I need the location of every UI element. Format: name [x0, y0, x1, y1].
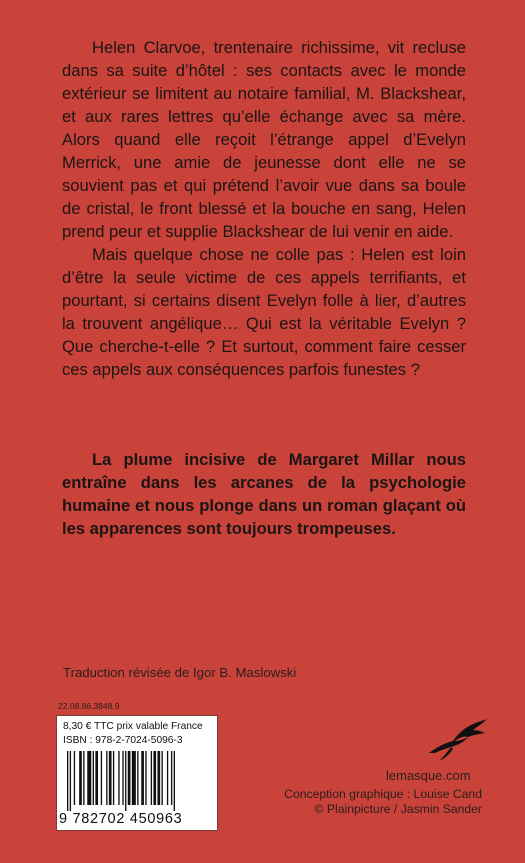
summary-paragraph-2: Mais quelque chose ne colle pas : Helen est loin d’être la seule victime de ces appels terrifiants, et pourtant, si certains disent Evelyn folle à lier, d’autres la trouvent angélique… Qui est la véritable Evelyn ? Que cherche-t-elle ? Et surtout, comment faire cesser ces appels aux conséquences parfois funestes ?: [62, 245, 466, 379]
translation-credit: Traduction révisée de Igor B. Maslowski: [63, 665, 297, 680]
credits: [284, 787, 482, 817]
barcode-panel: [56, 715, 218, 831]
design-credit: Conception graphique : Louise Cand: [284, 787, 482, 801]
product-code: 22.08.86.3848.9: [58, 701, 120, 711]
tagline: La plume incisive de Margaret Millar nous entraîne dans les arcanes de la psychologie humaine et nous plonge dans un roman glaçant où les apparences sont toujours trompeuses.: [62, 450, 466, 538]
isbn-label: ISBN : 978-2-7024-5096-3: [63, 735, 183, 746]
publisher-website: lemasque.com: [386, 768, 471, 783]
photo-credit: © Plainpicture / Jasmin Sander: [314, 802, 482, 816]
masked-bird-logo-icon: [427, 713, 489, 765]
summary-paragraph-1: Helen Clarvoe, trentenaire richissime, vit recluse dans sa suite d’hôtel : ses contacts avec le monde extérieur se limitent au notaire familial, M. Blackshear, et aux rares lettres qu’elle échange avec sa mère. Alors quand elle reçoit l’étrange appel d’Evelyn Merrick, une amie de jeunesse dont elle ne se souvient pas et qui prétend l’avoir vue dans sa boule de cristal, le front blessé et la bouche en sang, Helen prend peur et supplie Blackshear de lui venir en aide.: [62, 38, 466, 241]
back-cover-summary: [62, 36, 466, 381]
barcode-digits: 9 782702 450963: [59, 811, 183, 827]
barcode-bars: [67, 751, 209, 811]
price-label: 8,30 € TTC prix valable France: [63, 721, 203, 732]
